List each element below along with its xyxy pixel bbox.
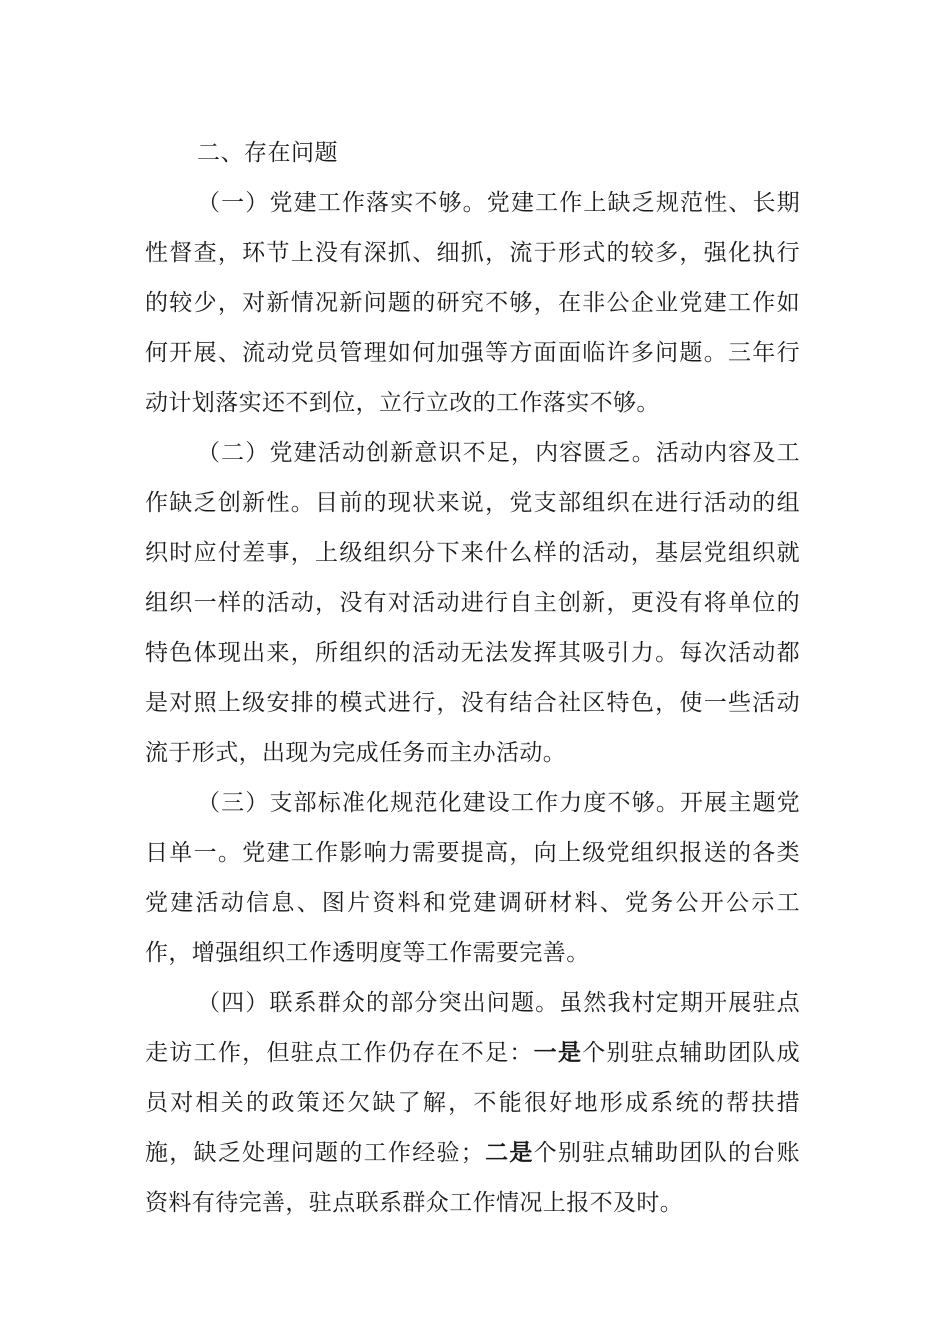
paragraph-3: （三）支部标准化规范化建设工作力度不够。开展主题党日单一。党建工作影响力需要提高，向上级党组织报送的各类党建活动信息、图片资料和党建调研材料、党务公开公示工作，增强组织工作透明度等工作需要完善。	[145, 790, 800, 966]
section-heading: 二、存在问题	[197, 140, 338, 166]
paragraph-1: （一）党建工作落实不够。党建工作上缺乏规范性、长期性督查，环节上没有深抓、细抓，流于形式的较多，强化执行的较少，对新情况新问题的研究不够，在非公企业党建工作如何开展、流动党员管理如何加强等方面面临许多问题。三年行动计划落实还不到位，立行立改的工作落实不够。	[145, 190, 800, 416]
paragraph-4-part-1: （四）联系群众的部分突出问题。虽然我村定期开展驻点走访工作，但驻点工作仍存在不足：	[145, 990, 800, 1066]
paragraph-4-bold-1: 一是	[533, 1039, 583, 1066]
paragraph-4-part-2: 个别驻点辅助团队成员对相关的政策还欠缺了解，不能很好地形成系统的帮扶措施，缺乏处理问题的工作经验；	[145, 1040, 800, 1166]
paragraph-2: （二）党建活动创新意识不足，内容匮乏。活动内容及工作缺乏创新性。目前的现状来说，党支部组织在进行活动的组织时应付差事，上级组织分下来什么样的活动，基层党组织就组织一样的活动，没有对活动进行自主创新，更没有将单位的特色体现出来，所组织的活动无法发挥其吸引力。每次活动都是对照上级安排的模式进行，没有结合社区特色，使一些活动流于形式，出现为完成任务而主办活动。	[145, 440, 800, 766]
paragraph-4-part-3: 个别驻点辅助团队的台账资料有待完善，驻点联系群众工作情况上报不及时。	[145, 1140, 800, 1216]
paragraph-4-bold-2: 二是	[484, 1139, 534, 1166]
paragraph-4	[145, 978, 800, 1228]
